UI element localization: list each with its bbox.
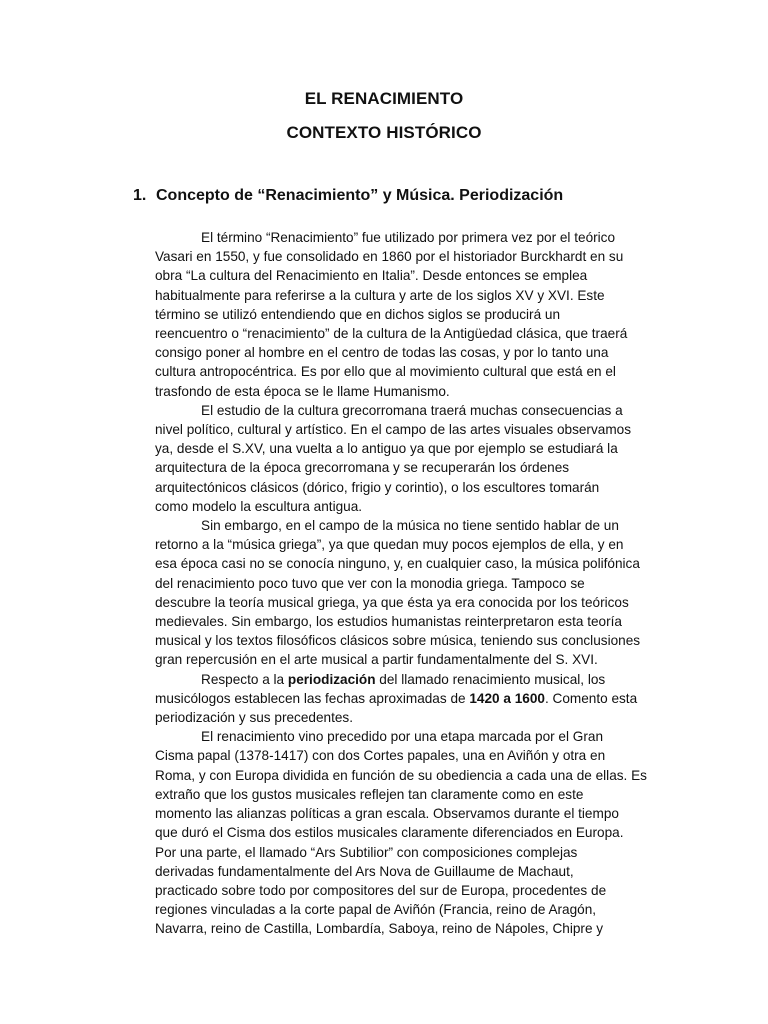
text-line: esa época casi no se conocía ninguno, y, en cualquier caso, la música polifónica <box>155 556 640 572</box>
text-line: obra “La cultura del Renacimiento en Italia”. Desde entonces se emplea <box>155 268 588 284</box>
text-line: El renacimiento vino precedido por una etapa marcada por el Gran <box>201 729 604 745</box>
text-line: arquitectónicos clásicos (dórico, frigio y corintio), o los escultores tomarán <box>155 479 600 495</box>
text-line <box>155 689 665 708</box>
text-line: Vasari en 1550, y fue consolidado en 1860 por el historiador Burckhardt en su <box>155 249 624 265</box>
text-line: descubre la teoría musical griega, ya que ésta ya era conocida por los teóricos <box>155 594 629 610</box>
text-line: El estudio de la cultura grecorromana traerá muchas consecuencias a <box>201 402 623 418</box>
text-line: retorno a la “música griega”, ya que quedan muy pocos ejemplos de ella, y en <box>155 537 624 553</box>
bold-text: 1420 a 1600 <box>469 690 545 706</box>
text-line: regiones vinculadas a la corte papal de Aviñón (Francia, reino de Aragón, <box>155 902 597 918</box>
text-line: medievales. Sin embargo, los estudios humanistas reinterpretaron esta teoría <box>155 614 622 630</box>
section-heading <box>133 187 563 205</box>
text-line: trasfondo de esta época se le llame Humanismo. <box>155 383 450 399</box>
text-line: que duró el Cisma dos estilos musicales claramente diferenciados en Europa. <box>155 825 624 841</box>
text-line <box>155 670 665 689</box>
text-line: practicado sobre todo por compositores del sur de Europa, procedentes de <box>155 882 607 898</box>
document-subtitle: CONTEXTO HISTÓRICO <box>286 123 482 142</box>
text-line: El término “Renacimiento” fue utilizado por primera vez por el teórico <box>201 230 616 245</box>
text-line: Roma, y con Europa dividida en función de su obediencia a cada una de ellas. Es <box>155 767 647 783</box>
text-run: del llamado renacimiento musical, los <box>375 671 606 687</box>
body-text <box>155 228 665 939</box>
text-line: consigo poner al hombre en el centro de todas las cosas, y por lo tanto una <box>155 345 609 361</box>
text-run: musicólogos establecen las fechas aproximadas de <box>155 690 470 706</box>
text-line: gran repercusión en el arte musical a partir fundamentalmente del S. XVI. <box>155 652 598 668</box>
text-line: como modelo la escultura antigua. <box>155 498 363 514</box>
text-run: Respecto a la <box>201 671 288 687</box>
text-line: momento las alianzas políticas a gran escala. Observamos durante el tiempo <box>155 806 619 822</box>
section-heading-text: Concepto de “Renacimiento” y Música. Periodización <box>156 187 564 204</box>
text-line: periodización y sus precedentes. <box>155 710 353 726</box>
text-line: extraño que los gustos musicales reflejen tan claramente como en este <box>155 786 584 802</box>
text-line: Sin embargo, en el campo de la música no tiene sentido hablar de un <box>201 518 619 534</box>
text-line: reencuentro o “renacimiento” de la cultura de la Antigüedad clásica, que traerá <box>155 326 628 342</box>
bold-text: periodización <box>287 671 376 687</box>
text-line: arquitectura de la época grecorromana y se recuperarán los órdenes <box>155 460 570 476</box>
text-line: Por una parte, el llamado “Ars Subtilior” con composiciones complejas <box>155 844 578 860</box>
text-line: ya, desde el S.XV, una vuelta a lo antiguo ya que por ejemplo se estudiará la <box>155 441 618 457</box>
text-line: habitualmente para referirse a la cultura y arte de los siglos XV y XVI. Este <box>155 287 605 303</box>
text-line: nivel político, cultural y artístico. En el campo de las artes visuales observamos <box>155 422 631 438</box>
text-line: Cisma papal (1378-1417) con dos Cortes papales, una en Aviñón y otra en <box>155 748 606 764</box>
text-line: derivadas fundamentalmente del Ars Nova de Guillaume de Machaut, <box>155 863 574 879</box>
text-line: cultura antropocéntrica. Es por ello que al movimiento cultural que está en el <box>155 364 616 380</box>
text-line: musical y los textos filosóficos clásicos sobre música, teniendo sus conclusiones <box>155 633 641 649</box>
document-title: EL RENACIMIENTO <box>304 89 464 108</box>
section-number: 1. <box>133 187 147 204</box>
text-run: . Comento esta <box>544 690 638 706</box>
text-line: del renacimiento poco tuvo que ver con la monodia griega. Tampoco se <box>155 575 585 591</box>
text-line: Navarra, reino de Castilla, Lombardía, Saboya, reino de Nápoles, Chipre y <box>155 921 604 937</box>
text-line: término se utilizó entendiendo que en dichos siglos se producirá un <box>155 306 561 322</box>
